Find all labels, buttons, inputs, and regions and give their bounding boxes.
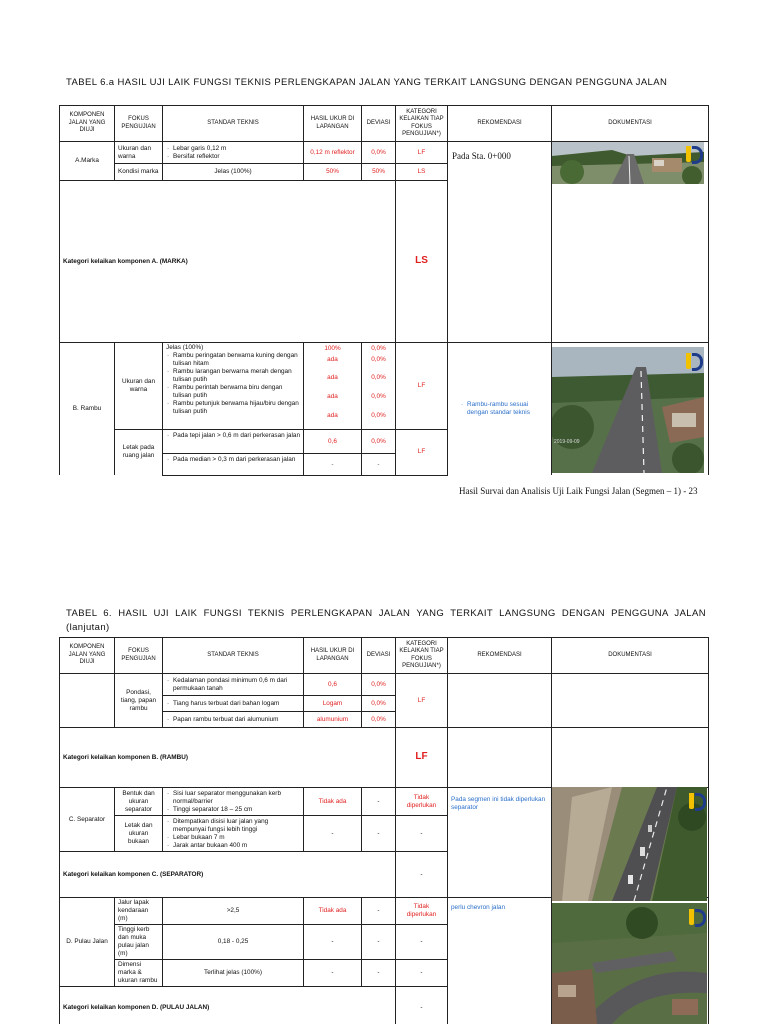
deviasi-value: 0,0% xyxy=(371,411,386,419)
hasil-value: ada xyxy=(327,373,338,381)
header-komponen: KOMPONEN JALAN YANG DIUJI xyxy=(60,638,115,674)
standar-line: · Bersifat reflektor xyxy=(166,153,300,161)
fokus-cell: Ukuran dan warna xyxy=(115,343,163,430)
table-b-header-row xyxy=(60,638,709,674)
header-dokumentasi: DOKUMENTASI xyxy=(552,638,709,674)
fokus-cell: Pondasi, tiang, papan rambu xyxy=(115,674,163,728)
deviasi-value: 0,0% xyxy=(371,345,386,352)
hasil-cell: - xyxy=(304,925,362,960)
standar-line: · Pada tepi jalan > 0,6 m dari perkerasan jalan xyxy=(166,432,300,440)
standar-line: · Tiang harus terbuat dari bahan logam xyxy=(166,700,300,708)
standar-line: · Papan rambu terbuat dari alumunium xyxy=(166,716,300,724)
rekomendasi-separator: Pada segmen ini tidak diperlukan separator xyxy=(448,788,552,898)
header-komponen: KOMPONEN JALAN YANG DIUJI xyxy=(60,106,115,142)
standar-line: · Rambu peringatan berwarna kuning dengan tulisan hitam xyxy=(166,352,300,368)
komponen-marka: A.Marka xyxy=(60,142,115,181)
hasil-value: ada xyxy=(327,355,338,363)
header-rekomendasi: REKOMENDASI xyxy=(448,638,552,674)
deviasi-cell: - xyxy=(362,960,396,987)
header-hasil: HASIL UKUR DI LAPANGAN xyxy=(304,106,362,142)
summary-row xyxy=(60,728,709,788)
hasil-cell: Tidak ada xyxy=(304,788,362,816)
table-a-header-row xyxy=(60,106,709,142)
standar-line: · Tinggi separator 18 – 25 cm xyxy=(166,806,300,814)
marka-photo-graphic xyxy=(552,142,704,184)
kategori-cell: LS xyxy=(396,164,448,181)
hasil-cell: 0,6 xyxy=(304,674,362,696)
summary-label: Kategori kelaikan komponen A. (MARKA) xyxy=(60,181,396,343)
header-fokus: FOKUS PENGUJIAN xyxy=(115,638,163,674)
rekomendasi-text: · Rambu-rambu sesuai dengan standar teknis xyxy=(460,401,548,417)
pu-logo-icon xyxy=(689,909,703,925)
hasil-cell: alumunium xyxy=(304,712,362,728)
standar-line: · Rambu petunjuk berwarna hijau/biru dengan tulisan putih xyxy=(166,400,300,416)
fokus-cell: Bentuk dan ukuran separator xyxy=(115,788,163,816)
deviasi-cell: - xyxy=(362,898,396,925)
fokus-cell: Jalur lapak kendaraan (m) xyxy=(115,898,163,925)
deviasi-cell xyxy=(362,429,396,475)
standar-cell xyxy=(163,343,304,430)
standar-cell xyxy=(163,696,304,712)
hasil-cell: 0,12 m reflektor xyxy=(304,142,362,164)
header-kategori: KATEGORI KELAIKAN TIAP FOKUS PENGUJIAN*) xyxy=(396,106,448,142)
standar-cell xyxy=(163,788,304,816)
hasil-value: 100% xyxy=(324,345,341,352)
header-standar: STANDAR TEKNIS xyxy=(163,106,304,142)
rekomendasi-rambu xyxy=(448,343,552,476)
standar-cell: 0,18 - 0,25 xyxy=(163,925,304,960)
hasil-cell: - xyxy=(304,960,362,987)
table-a-title: TABEL 6.a HASIL UJI LAIK FUNGSI TEKNIS PERLENGKAPAN JALAN YANG TERKAIT LANGSUNG DENGAN PENGGUNA JALAN xyxy=(66,77,668,88)
rekomendasi-empty xyxy=(448,728,552,788)
summary-category: - xyxy=(396,987,448,1024)
standar-line: · Lebar garis 0,12 m xyxy=(166,145,300,153)
kategori-cell: LF xyxy=(396,343,448,430)
standar-line: · Sisi luar separator menggunakan kerb normal/barrier xyxy=(166,790,300,806)
header-kategori: KATEGORI KELAIKAN TIAP FOKUS PENGUJIAN*) xyxy=(396,638,448,674)
hasil-value: ada xyxy=(327,392,338,400)
standar-line: · Rambu larangan berwarna merah dengan tulisan putih xyxy=(166,368,300,384)
hasil-cell xyxy=(304,343,362,430)
rekomendasi-marka-text: Pada Sta. 0+000 xyxy=(452,151,511,161)
standar-line: · Pada median > 0,3 m dari perkerasan jalan xyxy=(166,456,300,464)
rambu-photo-graphic xyxy=(552,347,704,473)
standar-line: · Lebar bukaan 7 m xyxy=(166,834,300,842)
hasil-value: - xyxy=(331,460,334,468)
standar-cell xyxy=(163,712,304,728)
pu-logo-icon xyxy=(689,793,703,809)
hasil-cell: Logam xyxy=(304,696,362,712)
rekomendasi-marka xyxy=(448,142,552,343)
summary-category: LS xyxy=(396,181,448,343)
standar-cell: Terlihat jelas (100%) xyxy=(163,960,304,987)
deviasi-value: 0,0% xyxy=(371,392,386,400)
hasil-cell: Tidak ada xyxy=(304,898,362,925)
kategori-cell: Tidak diperlukan xyxy=(396,898,448,925)
fokus-cell: Tinggi kerb dan muka pulau jalan (m) xyxy=(115,925,163,960)
deviasi-value: 0,0% xyxy=(371,373,386,381)
summary-label: Kategori kelaikan komponen C. (SEPARATOR) xyxy=(60,852,396,898)
hasil-value: 0,6 xyxy=(304,430,361,454)
deviasi-value: - xyxy=(377,460,380,468)
pu-logo-icon xyxy=(686,146,700,162)
kategori-cell: LF xyxy=(396,142,448,164)
deviasi-cell xyxy=(362,343,396,430)
standar-line: Jelas (100%) xyxy=(166,344,204,351)
standar-cell xyxy=(163,142,304,164)
komponen-rambu-cont xyxy=(60,674,115,728)
standar-line: · Jarak antar bukaan 400 m xyxy=(166,842,300,850)
deviasi-cell: - xyxy=(362,816,396,852)
standar-cell xyxy=(163,429,304,475)
rekomendasi-pulau: perlu chevron jalan xyxy=(448,898,552,1024)
standar-cell: Jelas (100%) xyxy=(163,164,304,181)
dokumentasi-rambu-cont xyxy=(552,674,709,728)
separator-photo-graphic xyxy=(552,787,707,901)
rekomendasi-rambu-cont xyxy=(448,674,552,728)
kategori-cell: LF xyxy=(396,429,448,475)
kategori-cell: - xyxy=(396,816,448,852)
summary-category: - xyxy=(396,852,448,898)
pulau-photo-graphic xyxy=(552,903,707,1024)
kategori-cell: - xyxy=(396,960,448,987)
summary-label: Kategori kelaikan komponen D. (PULAU JALAN) xyxy=(60,987,396,1024)
header-fokus: FOKUS PENGUJIAN xyxy=(115,106,163,142)
header-hasil: HASIL UKUR DI LAPANGAN xyxy=(304,638,362,674)
deviasi-cell: 0,0% xyxy=(362,142,396,164)
pulau-photo xyxy=(552,903,707,1024)
fokus-cell: Letak dan ukuran bukaan xyxy=(115,816,163,852)
kategori-cell: LF xyxy=(396,674,448,728)
page-footer: Hasil Survai dan Analisis Uji Laik Fungsi Jalan (Segmen – 1) - 23 xyxy=(459,486,698,496)
header-deviasi: DEVIASI xyxy=(362,106,396,142)
deviasi-cell: 0,0% xyxy=(362,712,396,728)
standar-cell xyxy=(163,816,304,852)
standar-line: · Rambu perintah berwarna biru dengan tulisan putih xyxy=(166,384,300,400)
photo-caption: 2019-09-09 xyxy=(554,439,580,445)
hasil-cell: 50% xyxy=(304,164,362,181)
deviasi-cell: - xyxy=(362,788,396,816)
fokus-cell: Kondisi marka xyxy=(115,164,163,181)
table-b-title: TABEL 6. HASIL UJI LAIK FUNGSI TEKNIS PERLENGKAPAN JALAN YANG TERKAIT LANGSUNG DENGAN PENGGUNA JALAN (lanjutan) xyxy=(66,608,706,633)
fokus-cell: Ukuran dan warna xyxy=(115,142,163,164)
deviasi-cell: - xyxy=(362,925,396,960)
summary-label: Kategori kelaikan komponen B. (RAMBU) xyxy=(60,728,396,788)
deviasi-value: 0,0% xyxy=(362,430,395,454)
deviasi-cell: 0,0% xyxy=(362,696,396,712)
komponen-pulau: D. Pulau Jalan xyxy=(60,898,115,987)
standar-cell xyxy=(163,674,304,696)
komponen-rambu: B. Rambu xyxy=(60,343,115,476)
deviasi-cell: 50% xyxy=(362,164,396,181)
marka-photo xyxy=(552,142,704,184)
dokumentasi-empty xyxy=(552,728,709,788)
hasil-cell: - xyxy=(304,816,362,852)
komponen-separator: C. Separator xyxy=(60,788,115,852)
deviasi-cell: 0,0% xyxy=(362,674,396,696)
separator-photo xyxy=(552,787,707,901)
pu-logo-icon xyxy=(686,353,700,369)
header-dokumentasi: DOKUMENTASI xyxy=(552,106,709,142)
header-rekomendasi: REKOMENDASI xyxy=(448,106,552,142)
rambu-photo xyxy=(552,347,704,473)
standar-line: · Kedalaman pondasi minimum 0,6 m dari permukaan tanah xyxy=(166,677,300,693)
fokus-cell: Dimensi marka & ukuran rambu xyxy=(115,960,163,987)
fokus-cell: Letak pada ruang jalan xyxy=(115,429,163,475)
standar-line: · Ditempatkan disisi luar jalan yang mempunyai fungsi lebih tinggi xyxy=(166,818,300,834)
hasil-cell xyxy=(304,429,362,475)
summary-category: LF xyxy=(396,728,448,788)
deviasi-value: 0,0% xyxy=(371,355,386,363)
kategori-cell: - xyxy=(396,925,448,960)
header-deviasi: DEVIASI xyxy=(362,638,396,674)
table-row xyxy=(60,674,709,696)
hasil-value: ada xyxy=(327,411,338,419)
kategori-cell: Tidak diperlukan xyxy=(396,788,448,816)
standar-cell: >2,5 xyxy=(163,898,304,925)
header-standar: STANDAR TEKNIS xyxy=(163,638,304,674)
